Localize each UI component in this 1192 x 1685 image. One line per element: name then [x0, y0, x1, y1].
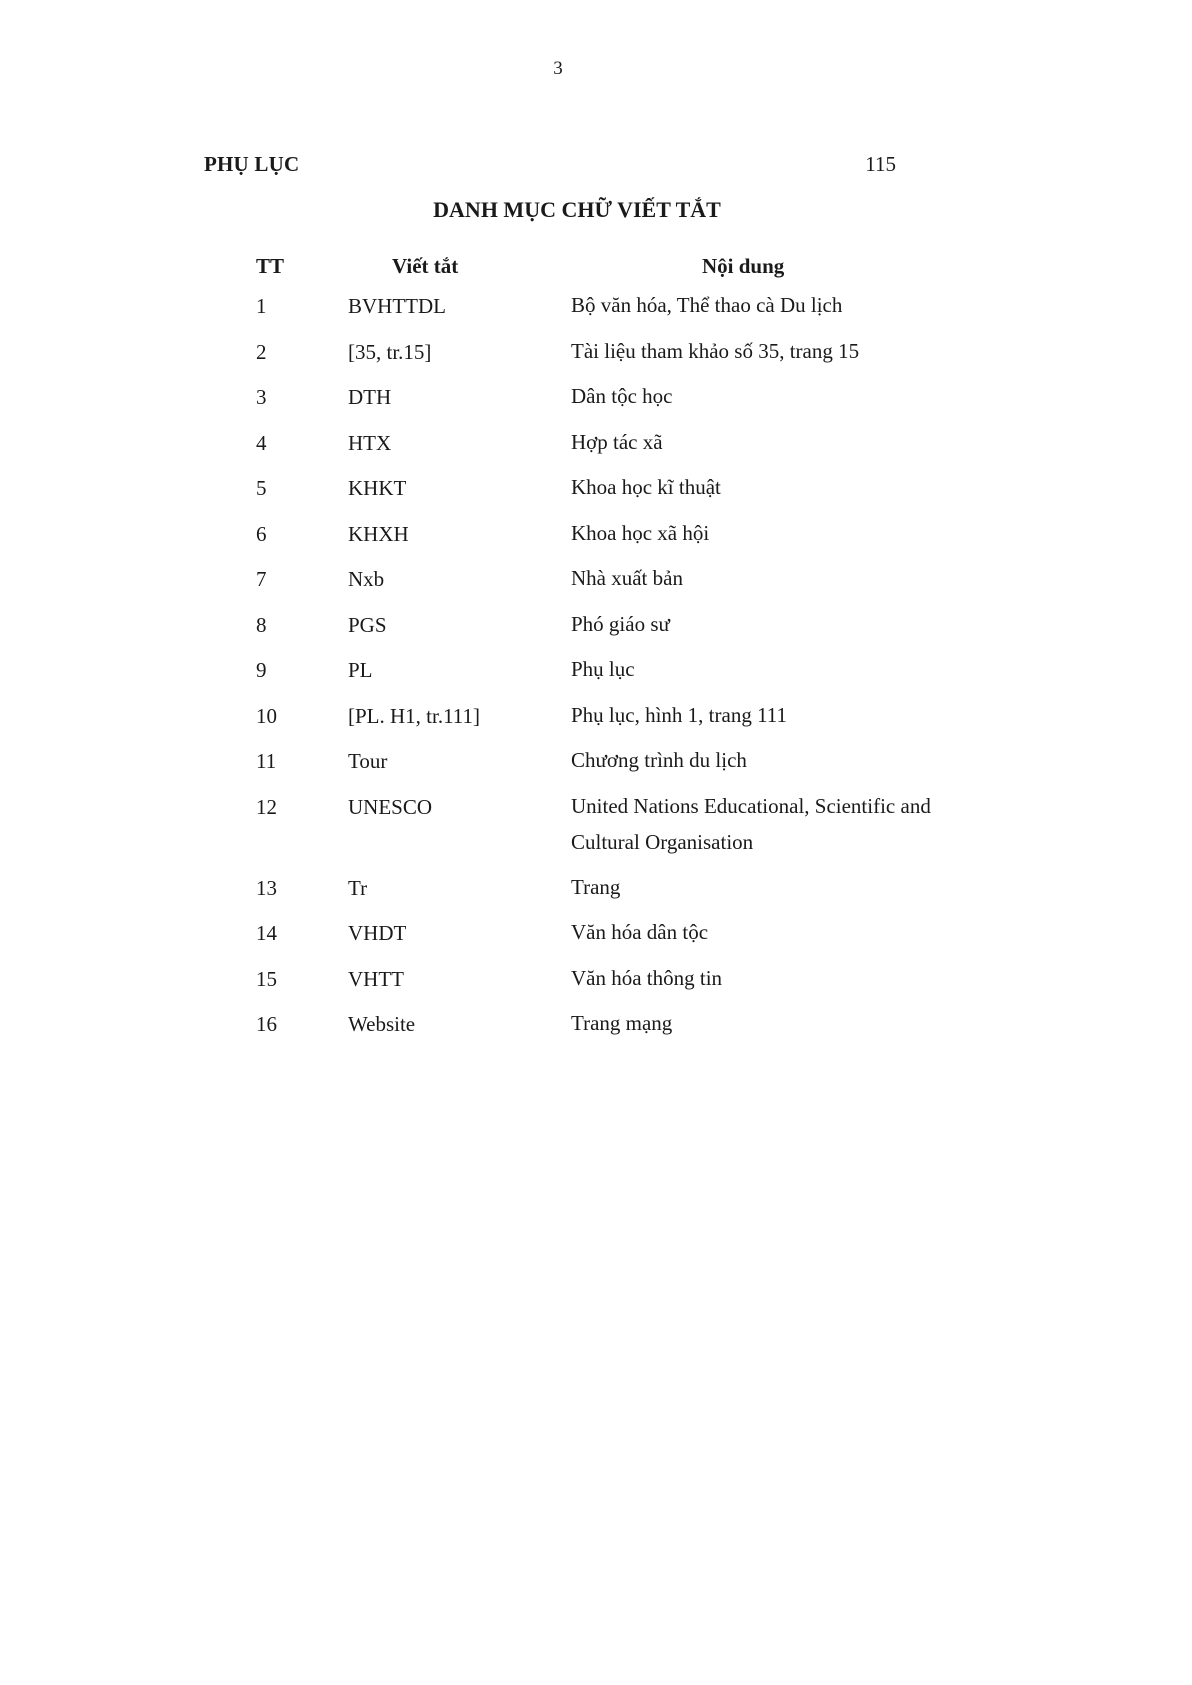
row-abbreviation: PGS — [348, 612, 387, 637]
row-abbreviation: [35, tr.15] — [348, 339, 432, 364]
toc-entry-page: 115 — [865, 152, 896, 176]
toc-entry-label: PHỤ LỤC — [204, 152, 300, 176]
header-tt: TT — [256, 254, 285, 278]
row-abbreviation: VHDT — [348, 921, 407, 945]
row-abbreviation: BVHTTDL — [348, 294, 446, 318]
row-tt: 12 — [256, 794, 277, 819]
row-abbreviation: KHXH — [348, 521, 409, 546]
header-content: Nội dung — [702, 254, 785, 278]
row-tt: 7 — [256, 567, 267, 591]
row-content: Văn hóa thông tin — [571, 965, 723, 990]
row-content: Khoa học kĩ thuật — [571, 475, 721, 499]
row-abbreviation: KHKT — [348, 476, 407, 500]
row-content: Dân tộc học — [571, 384, 673, 408]
row-content: Văn hóa dân tộc — [571, 920, 709, 944]
row-content: Hợp tác xã — [571, 429, 663, 454]
row-abbreviation: HTX — [348, 430, 392, 455]
abbreviations-heading-text: DANH MỤC CHỮ VIẾT TẮT — [433, 197, 721, 222]
toc-entry-appendix — [204, 152, 896, 182]
abbreviations-table — [0, 254, 1192, 1058]
row-abbreviation: Tour — [348, 749, 388, 773]
row-abbreviation: VHTT — [348, 966, 404, 991]
row-tt: 16 — [256, 1012, 277, 1036]
row-content: United Nations Educational, Scientific and Cultural Organisation — [571, 793, 931, 854]
table-row — [0, 1012, 1192, 1058]
row-tt: 10 — [256, 703, 277, 728]
row-tt: 3 — [256, 385, 267, 409]
row-abbreviation: Nxb — [348, 567, 385, 591]
table-row — [0, 795, 1192, 876]
row-abbreviation: Website — [348, 1012, 416, 1036]
row-tt: 6 — [256, 521, 267, 546]
row-content: Bộ văn hóa, Thể thao cà Du lịch — [571, 293, 843, 317]
row-tt: 9 — [256, 658, 267, 682]
page-number: 3 — [553, 58, 563, 79]
row-tt: 1 — [256, 294, 267, 318]
row-abbreviation: Tr — [348, 875, 368, 900]
table-body — [0, 294, 1192, 1058]
row-abbreviation: DTH — [348, 385, 392, 409]
row-content: Trang mạng — [571, 1011, 673, 1035]
row-content: Khoa học xã hội — [571, 520, 710, 545]
row-tt: 14 — [256, 921, 277, 945]
row-tt: 4 — [256, 430, 267, 455]
row-tt: 13 — [256, 875, 277, 900]
row-content: Nhà xuất bản — [571, 566, 683, 590]
row-abbreviation: PL — [348, 658, 373, 682]
row-tt: 11 — [256, 749, 277, 773]
row-content: Tài liệu tham khảo số 35, trang 15 — [571, 338, 860, 363]
row-tt: 15 — [256, 966, 277, 991]
abbreviations-heading — [0, 197, 1192, 223]
header-abbreviation: Viết tắt — [392, 254, 459, 278]
row-content: Phụ lục, hình 1, trang 111 — [571, 702, 788, 727]
row-tt: 5 — [256, 476, 267, 500]
row-abbreviation: [PL. H1, tr.111] — [348, 703, 481, 728]
row-content: Phó giáo sư — [571, 611, 670, 636]
row-content: Phụ lục — [571, 657, 635, 681]
row-tt: 2 — [256, 339, 267, 364]
row-abbreviation: UNESCO — [348, 794, 433, 819]
row-content: Trang — [571, 874, 621, 899]
row-tt: 8 — [256, 612, 267, 637]
row-content: Chương trình du lịch — [571, 748, 747, 772]
